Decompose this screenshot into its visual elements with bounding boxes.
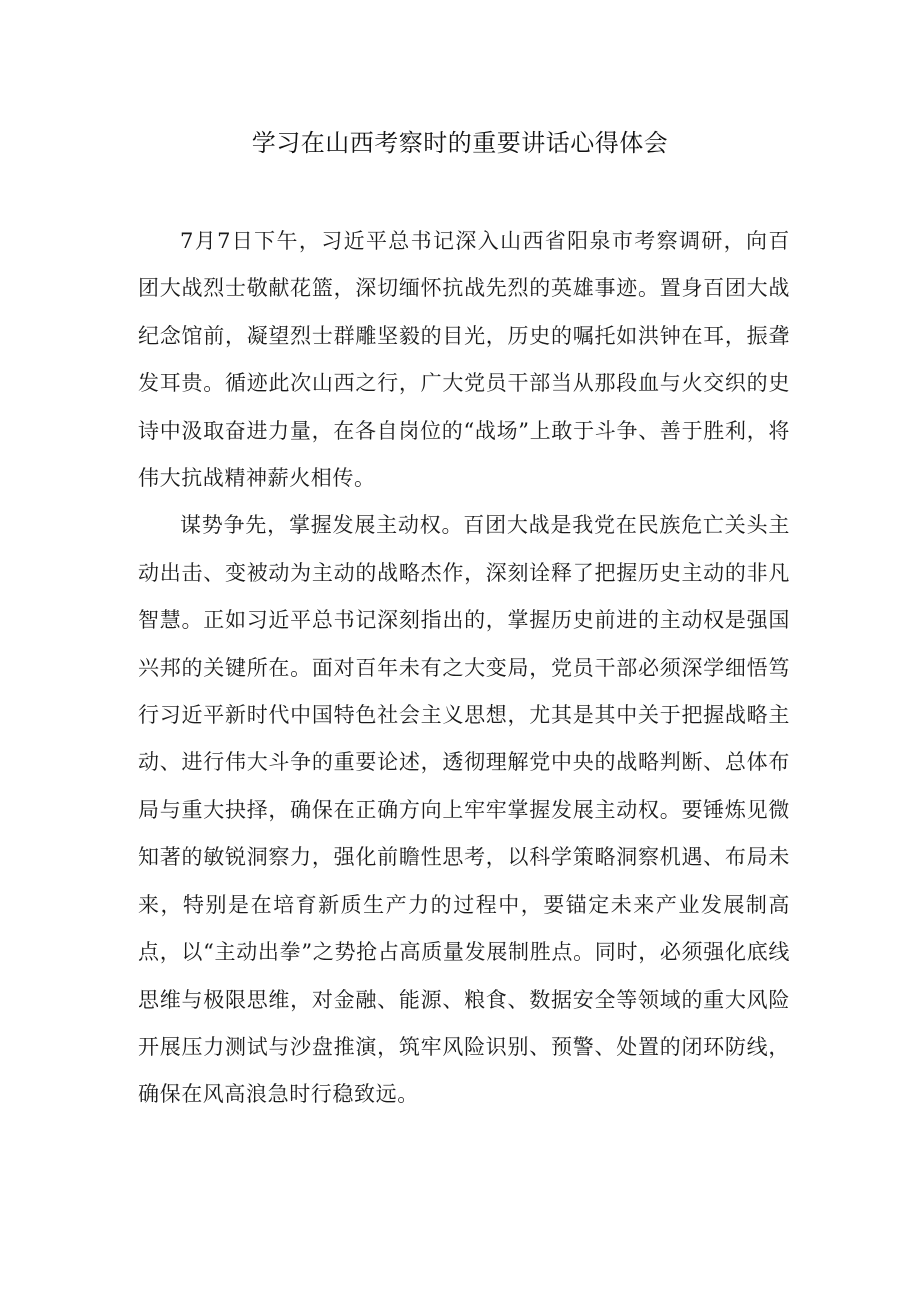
paragraph-strategy: 谋势争先，掌握发展主动权。百团大战是我党在民族危亡关头主动出击、变被动为主动的战略杰作，深刻诠释了把握历史主动的非凡智慧。正如习近平总书记深刻指出的，掌握历史前进的主动权是强国兴邦的关键所在。面对百年未有之大变局，党员干部必须深学细悟笃行习近平新时代中国特色社会主义思想，尤其是其中关于把握战略主动、进行伟大斗争的重要论述，透彻理解党中央的战略判断、总体布局与重大抉择，确保在正确方向上牢牢掌握发展主动权。要锤炼见微知著的敏锐洞察力，强化前瞻性思考，以科学策略洞察机遇、布局未来，特别是在培育新质生产力的过程中，要锚定未来产业发展制高点，以“主动出拳”之势抢占高质量发展制胜点。同时，必须强化底线思维与极限思维，对金融、能源、粮食、数据安全等领域的重大风险开展压力测试与沙盘推演，筑牢风险识别、预警、处置的闭环防线，确保在风高浪急时行稳致远。 (138, 513, 790, 1107)
document-body (138, 218, 790, 1119)
document-title: 学习在山西考察时的重要讲话心得体会 (251, 129, 669, 157)
paragraph-intro: 7月7日下午，习近平总书记深入山西省阳泉市考察调研，向百团大战烈士敬献花篮，深切缅怀抗战先烈的英雄事迹。置身百团大战纪念馆前，凝望烈士群雕坚毅的目光，历史的嘱托如洪钟在耳，振聋发耳贵。循迹此次山西之行，广大党员干部当从那段血与火交织的史诗中汲取奋进力量，在各自岗位的“战场”上敢于斗争、善于胜利，将伟大抗战精神薪火相传。 (138, 229, 790, 491)
